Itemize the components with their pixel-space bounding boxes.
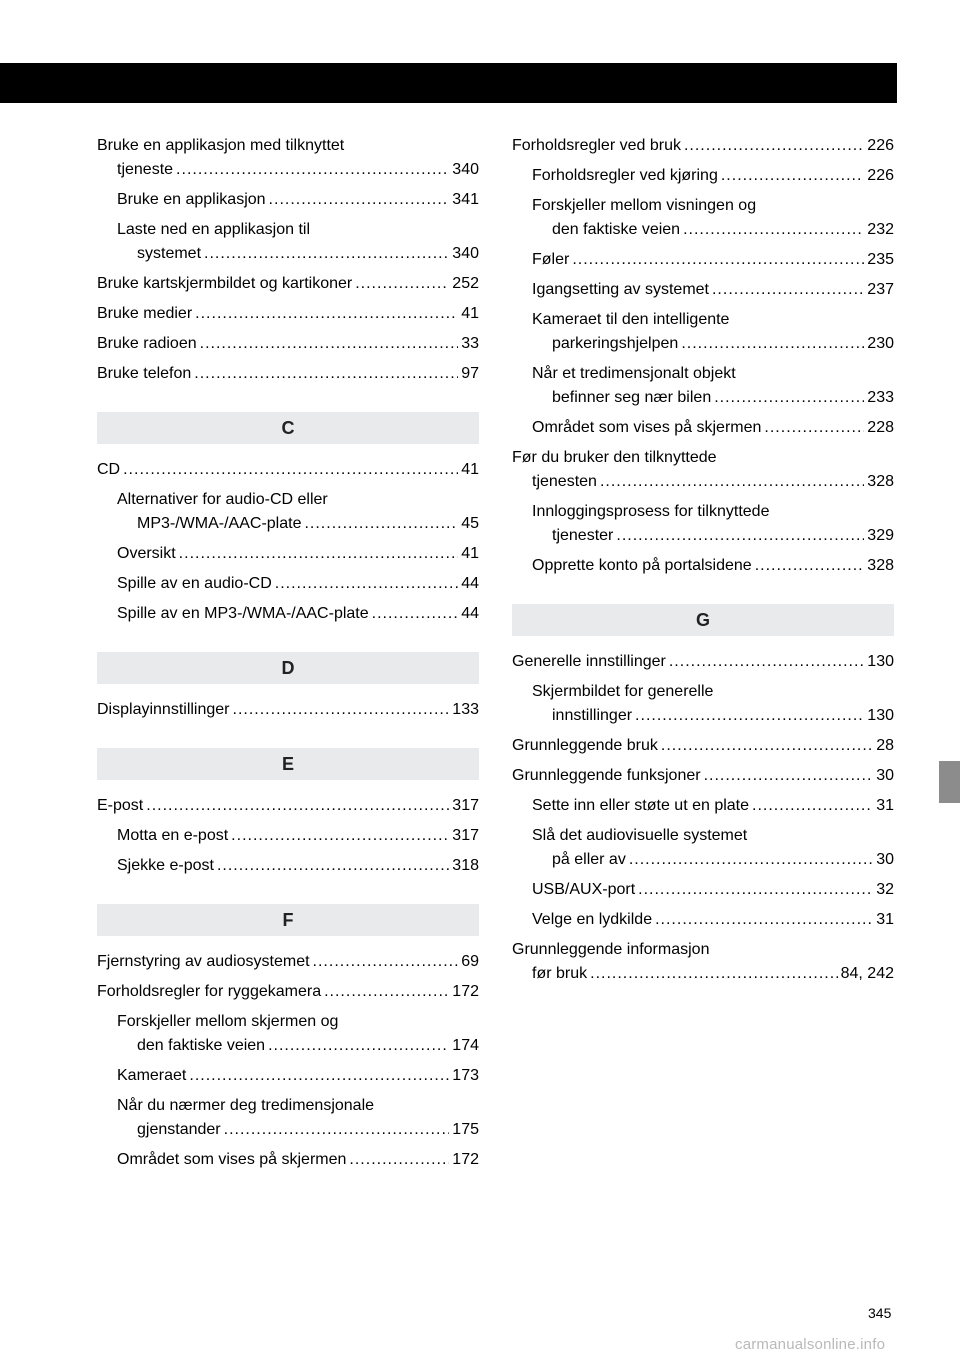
section-header: D [97, 652, 479, 684]
index-entry[interactable] [97, 542, 479, 566]
page-reference: 69 [461, 953, 479, 970]
entry-term: parkeringshjelpen [552, 335, 679, 352]
entry-line [512, 650, 894, 674]
entry-text: Forskjeller mellom skjermen og [117, 1013, 339, 1030]
index-entry[interactable] [512, 308, 894, 356]
index-entry[interactable] [512, 824, 894, 872]
entry-line [532, 218, 894, 242]
dot-leader [269, 188, 450, 212]
index-entry[interactable] [97, 950, 479, 974]
entry-line [117, 542, 479, 566]
entry-term: tjeneste [117, 161, 174, 178]
page-reference: 44 [461, 575, 479, 592]
index-entry[interactable] [97, 302, 479, 326]
entry-line [532, 278, 894, 302]
entry-line [512, 962, 894, 986]
entry-term: E-post [97, 797, 144, 814]
page-reference: 130 [867, 653, 894, 670]
dot-leader [204, 242, 449, 266]
dot-leader [189, 1064, 449, 1088]
index-entry[interactable] [512, 194, 894, 242]
entry-term: Velge en lydkilde [532, 911, 653, 928]
dot-leader [669, 650, 864, 674]
section-header: C [97, 412, 479, 444]
section-header: F [97, 904, 479, 936]
entry-term: USB/AUX-port [532, 881, 636, 898]
entry-text: Slå det audiovisuelle systemet [532, 827, 748, 844]
page-reference: 41 [461, 461, 479, 478]
entry-term: den faktiske veien [137, 1037, 266, 1054]
index-entry[interactable] [512, 362, 894, 410]
header-bar [0, 63, 897, 103]
dot-leader [638, 878, 873, 902]
entry-text: Når et tredimensjonalt objekt [532, 365, 736, 382]
index-entry[interactable] [512, 734, 894, 758]
dot-leader [755, 554, 865, 578]
dot-leader [372, 602, 459, 626]
entry-term: tjenester [552, 527, 614, 544]
index-entry[interactable] [97, 602, 479, 626]
page-reference: 30 [876, 851, 894, 868]
index-entry[interactable] [512, 938, 894, 986]
entry-term: Bruke radioen [97, 335, 197, 352]
entry-line [512, 734, 894, 758]
entry-line [532, 794, 894, 818]
dot-leader [590, 962, 837, 986]
page-reference: 237 [867, 281, 894, 298]
entry-line [117, 1034, 479, 1058]
page-reference: 172 [452, 983, 479, 1000]
dot-leader [324, 980, 449, 1004]
page-reference: 230 [867, 335, 894, 352]
page-reference: 341 [452, 191, 479, 208]
page-reference: 328 [867, 557, 894, 574]
page-reference: 84, 242 [840, 965, 894, 982]
page-reference: 130 [867, 707, 894, 724]
page-reference: 45 [461, 515, 479, 532]
entry-term: gjenstander [137, 1121, 221, 1138]
index-entry[interactable] [512, 650, 894, 674]
dot-leader [721, 164, 864, 188]
page-reference: 174 [452, 1037, 479, 1054]
entry-term: på eller av [552, 851, 626, 868]
page-reference: 328 [867, 473, 894, 490]
page-reference: 317 [452, 827, 479, 844]
page-reference: 317 [452, 797, 479, 814]
entry-term: Grunnleggende funksjoner [512, 767, 701, 784]
index-column-left [97, 134, 479, 1178]
entry-term: befinner seg nær bilen [552, 389, 712, 406]
page-reference: 340 [452, 161, 479, 178]
entry-term: tjenesten [532, 473, 597, 490]
entry-line [117, 602, 479, 626]
entry-text: Forskjeller mellom visningen og [532, 197, 757, 214]
page-reference: 329 [867, 527, 894, 544]
entry-term: før bruk [532, 965, 588, 982]
entry-term: Kameraet [117, 1067, 187, 1084]
section-header: G [512, 604, 894, 636]
dot-leader [123, 458, 458, 482]
entry-term: Området som vises på skjermen [532, 419, 762, 436]
entry-text: Laste ned en applikasjon til [117, 221, 311, 238]
page-reference: 30 [876, 767, 894, 784]
index-entry[interactable] [97, 572, 479, 596]
dot-leader [764, 416, 864, 440]
entry-line [97, 950, 479, 974]
dot-leader [313, 950, 459, 974]
dot-leader [704, 764, 874, 788]
entry-line [532, 332, 894, 356]
index-column-right [512, 134, 894, 992]
page-reference: 226 [867, 137, 894, 154]
index-entry[interactable] [97, 218, 479, 266]
entry-line [117, 512, 479, 536]
dot-leader [304, 512, 458, 536]
entry-term: Bruke telefon [97, 365, 192, 382]
entry-line [97, 980, 479, 1004]
entry-text: Når du nærmer deg tredimensjonale [117, 1097, 375, 1114]
index-entry[interactable] [512, 554, 894, 578]
entry-text: Kameraet til den intelligente [532, 311, 730, 328]
page-reference: 33 [461, 335, 479, 352]
page-reference: 232 [867, 221, 894, 238]
entry-line [97, 362, 479, 386]
entry-line [117, 1064, 479, 1088]
index-entry[interactable] [512, 164, 894, 188]
index-entry[interactable] [97, 188, 479, 212]
entry-line [512, 764, 894, 788]
dot-leader [195, 302, 458, 326]
entry-line [97, 698, 479, 722]
index-entry[interactable] [97, 1148, 479, 1172]
index-entry[interactable] [97, 272, 479, 296]
dot-leader [275, 572, 458, 596]
dot-leader [217, 854, 449, 878]
entry-line [117, 824, 479, 848]
entry-line [532, 386, 894, 410]
dot-leader [635, 704, 864, 728]
index-entry[interactable] [512, 278, 894, 302]
entry-term: Generelle innstillinger [512, 653, 666, 670]
index-entry[interactable] [512, 878, 894, 902]
entry-line [532, 248, 894, 272]
page-reference: 252 [452, 275, 479, 292]
page-reference: 28 [876, 737, 894, 754]
index-entry[interactable] [512, 794, 894, 818]
entry-line [117, 242, 479, 266]
entry-line [97, 332, 479, 356]
entry-term: Forholdsregler ved bruk [512, 137, 681, 154]
index-entry[interactable] [512, 500, 894, 548]
index-entry[interactable] [97, 362, 479, 386]
dot-leader [194, 362, 458, 386]
entry-term: innstillinger [552, 707, 633, 724]
entry-term: MP3-/WMA-/AAC-plate [137, 515, 302, 532]
section-header: E [97, 748, 479, 780]
page-reference: 97 [461, 365, 479, 382]
page-reference: 226 [867, 167, 894, 184]
entry-term: Området som vises på skjermen [117, 1151, 347, 1168]
entry-line [117, 1148, 479, 1172]
index-entry[interactable] [97, 332, 479, 356]
entry-term: Oversikt [117, 545, 176, 562]
watermark: carmanualsonline.info [735, 1336, 886, 1353]
entry-text: Skjermbildet for generelle [532, 683, 714, 700]
entry-term: Sjekke e-post [117, 857, 214, 874]
page-reference: 133 [452, 701, 479, 718]
entry-line [532, 878, 894, 902]
entry-term: Bruke kartskjermbildet og kartikoner [97, 275, 353, 292]
dot-leader [712, 278, 864, 302]
index-entry[interactable] [97, 794, 479, 818]
entry-text: Grunnleggende informasjon [512, 941, 710, 958]
entry-term: Motta en e-post [117, 827, 229, 844]
entry-line [117, 572, 479, 596]
entry-line [97, 458, 479, 482]
dot-leader [179, 542, 459, 566]
entry-line [532, 908, 894, 932]
index-entry[interactable] [97, 980, 479, 1004]
entry-term: CD [97, 461, 121, 478]
index-entry[interactable] [97, 854, 479, 878]
entry-term: Grunnleggende bruk [512, 737, 658, 754]
index-entry[interactable] [97, 698, 479, 722]
entry-line [532, 704, 894, 728]
dot-leader [224, 1118, 450, 1142]
entry-text: Bruke en applikasjon med tilknyttet [97, 137, 345, 154]
entry-term: Spille av en audio-CD [117, 575, 272, 592]
page-reference: 318 [452, 857, 479, 874]
dot-leader [200, 332, 459, 356]
page-reference: 31 [876, 911, 894, 928]
index-entry[interactable] [97, 824, 479, 848]
entry-line [512, 134, 894, 158]
page-reference: 340 [452, 245, 479, 262]
entry-term: Fjernstyring av audiosystemet [97, 953, 310, 970]
page-reference: 44 [461, 605, 479, 622]
entry-text: Før du bruker den tilknyttede [512, 449, 717, 466]
entry-term: Bruke medier [97, 305, 193, 322]
entry-term: systemet [137, 245, 202, 262]
dot-leader [231, 824, 449, 848]
dot-leader [572, 248, 864, 272]
dot-leader [349, 1148, 449, 1172]
entry-term: Bruke en applikasjon [117, 191, 266, 208]
entry-line [117, 854, 479, 878]
dot-leader [681, 332, 864, 356]
page-reference: 228 [867, 419, 894, 436]
entry-text: Alternativer for audio-CD eller [117, 491, 328, 508]
page-reference: 41 [461, 305, 479, 322]
index-entry[interactable] [512, 680, 894, 728]
page-reference: 172 [452, 1151, 479, 1168]
page-reference: 32 [876, 881, 894, 898]
entry-line [532, 524, 894, 548]
index-entry[interactable] [97, 458, 479, 482]
dot-leader [268, 1034, 449, 1058]
dot-leader [683, 218, 864, 242]
index-entry[interactable] [512, 764, 894, 788]
entry-line [532, 416, 894, 440]
dot-leader [176, 158, 449, 182]
entry-term: den faktiske veien [552, 221, 681, 238]
index-entry[interactable] [97, 1010, 479, 1058]
dot-leader [629, 848, 873, 872]
index-entry[interactable] [512, 248, 894, 272]
entry-term: Opprette konto på portalsidene [532, 557, 752, 574]
dot-leader [146, 794, 449, 818]
page-reference: 175 [452, 1121, 479, 1138]
dot-leader [661, 734, 873, 758]
entry-term: Føler [532, 251, 570, 268]
dot-leader [355, 272, 449, 296]
entry-text: Innloggingsprosess for tilknyttede [532, 503, 770, 520]
section-thumb-tab [939, 761, 960, 803]
dot-leader [616, 524, 864, 548]
index-entry[interactable] [512, 908, 894, 932]
page-number: 345 [868, 1305, 892, 1321]
entry-term: Displayinnstillinger [97, 701, 230, 718]
dot-leader [600, 470, 864, 494]
entry-line [97, 158, 479, 182]
entry-term: Igangsetting av systemet [532, 281, 709, 298]
entry-line [532, 554, 894, 578]
dot-leader [714, 386, 864, 410]
page-reference: 31 [876, 797, 894, 814]
entry-term: Forholdsregler for ryggekamera [97, 983, 322, 1000]
index-entry[interactable] [97, 488, 479, 536]
entry-line [532, 164, 894, 188]
entry-term: Sette inn eller støte ut en plate [532, 797, 750, 814]
entry-line [97, 272, 479, 296]
entry-line [117, 188, 479, 212]
page-reference: 173 [452, 1067, 479, 1084]
dot-leader [655, 908, 873, 932]
entry-line [97, 794, 479, 818]
index-entry[interactable] [512, 446, 894, 494]
entry-line [117, 1118, 479, 1142]
index-entry[interactable] [97, 134, 479, 182]
dot-leader [233, 698, 450, 722]
entry-line [512, 470, 894, 494]
index-entry[interactable] [512, 134, 894, 158]
entry-term: Spille av en MP3-/WMA-/AAC-plate [117, 605, 369, 622]
page-reference: 235 [867, 251, 894, 268]
entry-term: Forholdsregler ved kjøring [532, 167, 718, 184]
page-reference: 41 [461, 545, 479, 562]
dot-leader [684, 134, 864, 158]
dot-leader [752, 794, 873, 818]
entry-line [532, 848, 894, 872]
entry-line [97, 302, 479, 326]
index-entry[interactable] [97, 1094, 479, 1142]
index-entry[interactable] [512, 416, 894, 440]
index-entry[interactable] [97, 1064, 479, 1088]
page-reference: 233 [867, 389, 894, 406]
